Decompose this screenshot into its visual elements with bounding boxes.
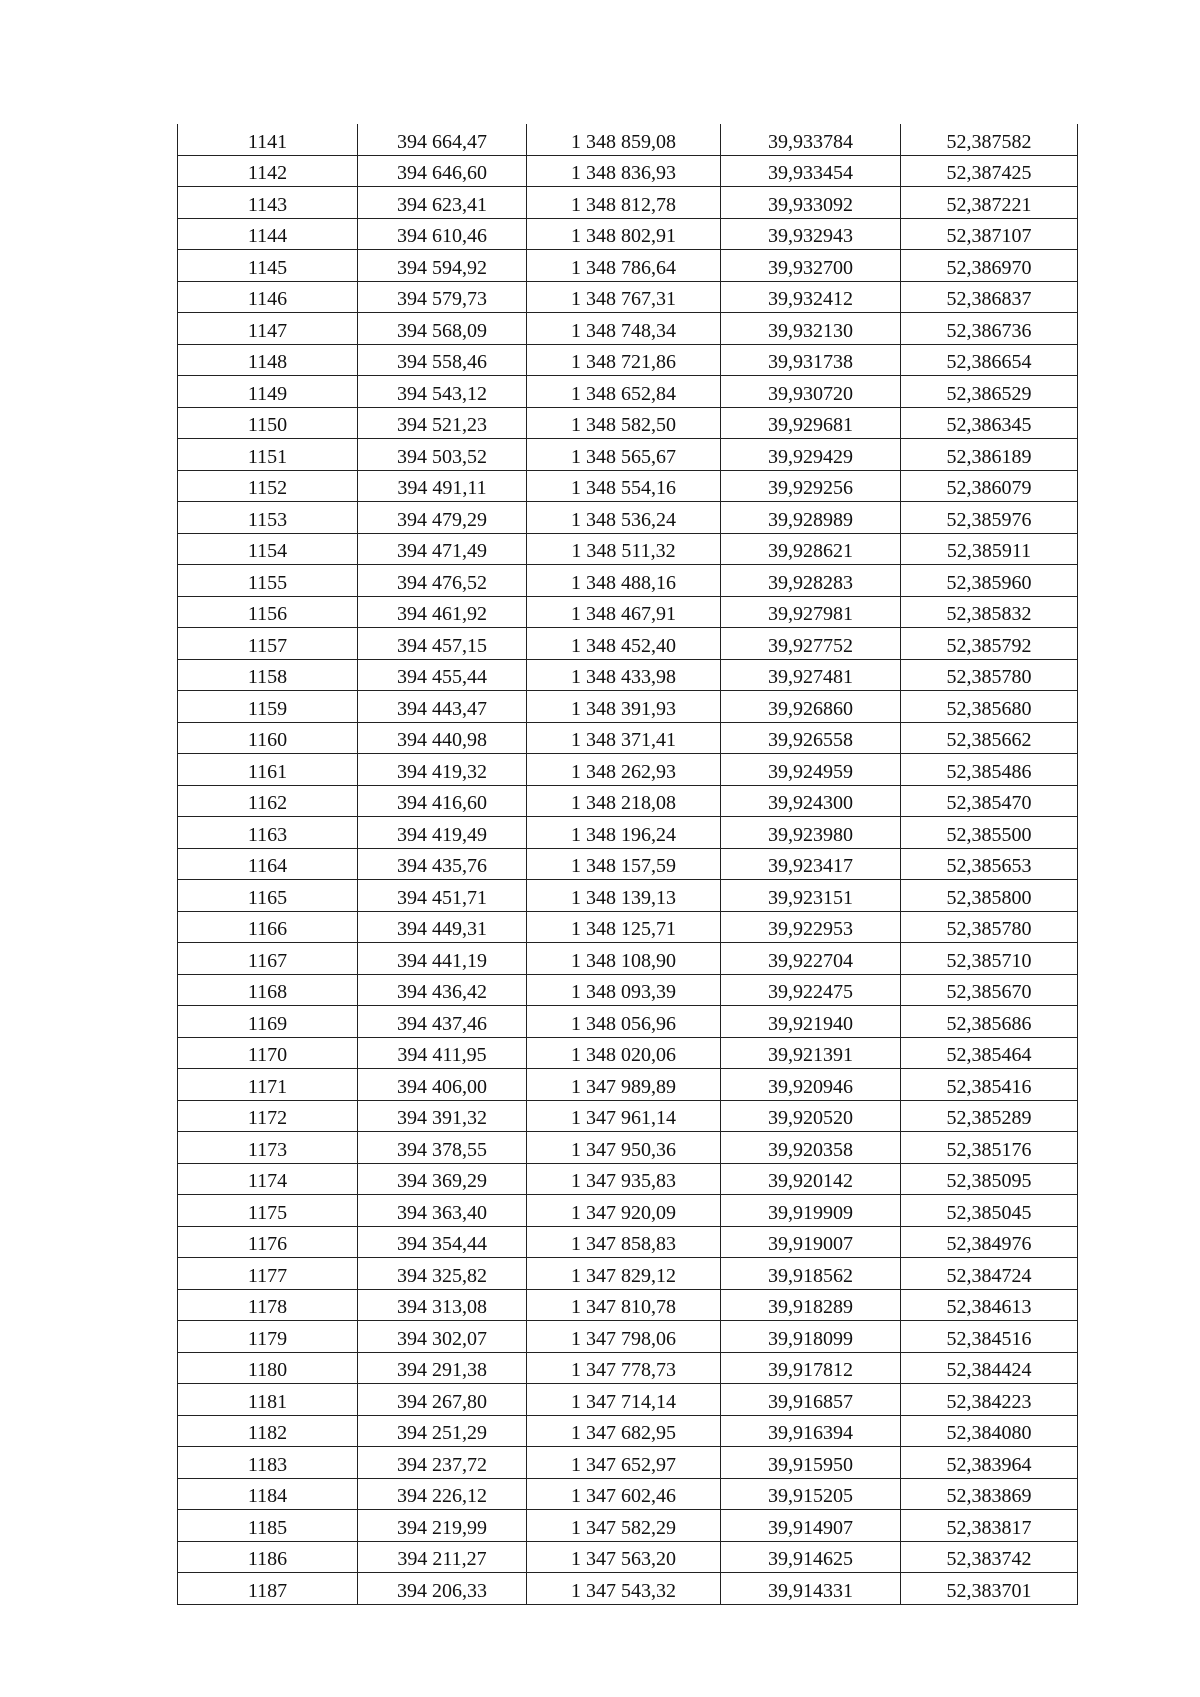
x-coordinate-cell: 394 354,44 bbox=[358, 1226, 527, 1258]
x-coordinate-cell: 394 369,29 bbox=[358, 1163, 527, 1195]
latitude-cell: 52,385470 bbox=[901, 785, 1078, 817]
longitude-cell: 39,923417 bbox=[721, 848, 901, 880]
y-coordinate-cell: 1 348 859,08 bbox=[527, 124, 721, 155]
y-coordinate-cell: 1 348 652,84 bbox=[527, 376, 721, 408]
point-number-cell: 1144 bbox=[178, 218, 358, 250]
y-coordinate-cell: 1 348 433,98 bbox=[527, 659, 721, 691]
table-row bbox=[178, 1037, 1078, 1069]
y-coordinate-cell: 1 347 714,14 bbox=[527, 1384, 721, 1416]
latitude-cell: 52,384724 bbox=[901, 1258, 1078, 1290]
x-coordinate-cell: 394 251,29 bbox=[358, 1415, 527, 1447]
longitude-cell: 39,929256 bbox=[721, 470, 901, 502]
longitude-cell: 39,914625 bbox=[721, 1541, 901, 1573]
point-number-cell: 1160 bbox=[178, 722, 358, 754]
latitude-cell: 52,383701 bbox=[901, 1573, 1078, 1605]
x-coordinate-cell: 394 226,12 bbox=[358, 1478, 527, 1510]
latitude-cell: 52,387107 bbox=[901, 218, 1078, 250]
y-coordinate-cell: 1 348 802,91 bbox=[527, 218, 721, 250]
table-row bbox=[178, 470, 1078, 502]
longitude-cell: 39,926860 bbox=[721, 691, 901, 723]
point-number-cell: 1146 bbox=[178, 281, 358, 313]
point-number-cell: 1174 bbox=[178, 1163, 358, 1195]
table-row bbox=[178, 1321, 1078, 1353]
table-row bbox=[178, 722, 1078, 754]
point-number-cell: 1148 bbox=[178, 344, 358, 376]
y-coordinate-cell: 1 347 989,89 bbox=[527, 1069, 721, 1101]
longitude-cell: 39,933454 bbox=[721, 155, 901, 187]
y-coordinate-cell: 1 348 812,78 bbox=[527, 187, 721, 219]
x-coordinate-cell: 394 491,11 bbox=[358, 470, 527, 502]
longitude-cell: 39,918289 bbox=[721, 1289, 901, 1321]
x-coordinate-cell: 394 211,27 bbox=[358, 1541, 527, 1573]
x-coordinate-cell: 394 471,49 bbox=[358, 533, 527, 565]
y-coordinate-cell: 1 347 950,36 bbox=[527, 1132, 721, 1164]
table-row bbox=[178, 1510, 1078, 1542]
x-coordinate-cell: 394 479,29 bbox=[358, 502, 527, 534]
y-coordinate-cell: 1 347 961,14 bbox=[527, 1100, 721, 1132]
latitude-cell: 52,385045 bbox=[901, 1195, 1078, 1227]
latitude-cell: 52,384976 bbox=[901, 1226, 1078, 1258]
latitude-cell: 52,384223 bbox=[901, 1384, 1078, 1416]
y-coordinate-cell: 1 347 935,83 bbox=[527, 1163, 721, 1195]
latitude-cell: 52,386079 bbox=[901, 470, 1078, 502]
latitude-cell: 52,384080 bbox=[901, 1415, 1078, 1447]
point-number-cell: 1173 bbox=[178, 1132, 358, 1164]
y-coordinate-cell: 1 347 602,46 bbox=[527, 1478, 721, 1510]
x-coordinate-cell: 394 435,76 bbox=[358, 848, 527, 880]
x-coordinate-cell: 394 302,07 bbox=[358, 1321, 527, 1353]
x-coordinate-cell: 394 449,31 bbox=[358, 911, 527, 943]
point-number-cell: 1156 bbox=[178, 596, 358, 628]
table-row bbox=[178, 1006, 1078, 1038]
point-number-cell: 1167 bbox=[178, 943, 358, 975]
x-coordinate-cell: 394 206,33 bbox=[358, 1573, 527, 1605]
point-number-cell: 1155 bbox=[178, 565, 358, 597]
table-row bbox=[178, 1352, 1078, 1384]
y-coordinate-cell: 1 348 139,13 bbox=[527, 880, 721, 912]
latitude-cell: 52,385686 bbox=[901, 1006, 1078, 1038]
coordinates-table-body bbox=[178, 124, 1078, 1604]
y-coordinate-cell: 1 347 858,83 bbox=[527, 1226, 721, 1258]
table-row bbox=[178, 911, 1078, 943]
x-coordinate-cell: 394 461,92 bbox=[358, 596, 527, 628]
table-row bbox=[178, 155, 1078, 187]
x-coordinate-cell: 394 391,32 bbox=[358, 1100, 527, 1132]
y-coordinate-cell: 1 347 543,32 bbox=[527, 1573, 721, 1605]
latitude-cell: 52,385653 bbox=[901, 848, 1078, 880]
point-number-cell: 1159 bbox=[178, 691, 358, 723]
table-row bbox=[178, 533, 1078, 565]
table-row bbox=[178, 628, 1078, 660]
y-coordinate-cell: 1 347 563,20 bbox=[527, 1541, 721, 1573]
y-coordinate-cell: 1 348 582,50 bbox=[527, 407, 721, 439]
x-coordinate-cell: 394 568,09 bbox=[358, 313, 527, 345]
point-number-cell: 1172 bbox=[178, 1100, 358, 1132]
longitude-cell: 39,923151 bbox=[721, 880, 901, 912]
table-row bbox=[178, 124, 1078, 155]
table-row bbox=[178, 250, 1078, 282]
y-coordinate-cell: 1 348 554,16 bbox=[527, 470, 721, 502]
point-number-cell: 1145 bbox=[178, 250, 358, 282]
table-row bbox=[178, 1573, 1078, 1605]
latitude-cell: 52,383742 bbox=[901, 1541, 1078, 1573]
y-coordinate-cell: 1 347 920,09 bbox=[527, 1195, 721, 1227]
longitude-cell: 39,926558 bbox=[721, 722, 901, 754]
latitude-cell: 52,383869 bbox=[901, 1478, 1078, 1510]
latitude-cell: 52,386970 bbox=[901, 250, 1078, 282]
point-number-cell: 1169 bbox=[178, 1006, 358, 1038]
point-number-cell: 1161 bbox=[178, 754, 358, 786]
latitude-cell: 52,384613 bbox=[901, 1289, 1078, 1321]
longitude-cell: 39,920358 bbox=[721, 1132, 901, 1164]
point-number-cell: 1162 bbox=[178, 785, 358, 817]
longitude-cell: 39,923980 bbox=[721, 817, 901, 849]
y-coordinate-cell: 1 347 798,06 bbox=[527, 1321, 721, 1353]
x-coordinate-cell: 394 594,92 bbox=[358, 250, 527, 282]
longitude-cell: 39,920142 bbox=[721, 1163, 901, 1195]
longitude-cell: 39,918099 bbox=[721, 1321, 901, 1353]
table-row bbox=[178, 565, 1078, 597]
longitude-cell: 39,927752 bbox=[721, 628, 901, 660]
longitude-cell: 39,920520 bbox=[721, 1100, 901, 1132]
point-number-cell: 1170 bbox=[178, 1037, 358, 1069]
x-coordinate-cell: 394 543,12 bbox=[358, 376, 527, 408]
y-coordinate-cell: 1 348 565,67 bbox=[527, 439, 721, 471]
longitude-cell: 39,922475 bbox=[721, 974, 901, 1006]
point-number-cell: 1184 bbox=[178, 1478, 358, 1510]
longitude-cell: 39,920946 bbox=[721, 1069, 901, 1101]
x-coordinate-cell: 394 436,42 bbox=[358, 974, 527, 1006]
point-number-cell: 1157 bbox=[178, 628, 358, 660]
longitude-cell: 39,919007 bbox=[721, 1226, 901, 1258]
table-row bbox=[178, 187, 1078, 219]
y-coordinate-cell: 1 348 125,71 bbox=[527, 911, 721, 943]
latitude-cell: 52,385792 bbox=[901, 628, 1078, 660]
point-number-cell: 1183 bbox=[178, 1447, 358, 1479]
x-coordinate-cell: 394 558,46 bbox=[358, 344, 527, 376]
table-row bbox=[178, 691, 1078, 723]
y-coordinate-cell: 1 348 262,93 bbox=[527, 754, 721, 786]
point-number-cell: 1181 bbox=[178, 1384, 358, 1416]
latitude-cell: 52,385670 bbox=[901, 974, 1078, 1006]
point-number-cell: 1177 bbox=[178, 1258, 358, 1290]
table-row bbox=[178, 502, 1078, 534]
table-row bbox=[178, 407, 1078, 439]
table-row bbox=[178, 1226, 1078, 1258]
longitude-cell: 39,922704 bbox=[721, 943, 901, 975]
table-row bbox=[178, 1415, 1078, 1447]
latitude-cell: 52,384424 bbox=[901, 1352, 1078, 1384]
x-coordinate-cell: 394 419,49 bbox=[358, 817, 527, 849]
table-row bbox=[178, 974, 1078, 1006]
x-coordinate-cell: 394 313,08 bbox=[358, 1289, 527, 1321]
y-coordinate-cell: 1 347 829,12 bbox=[527, 1258, 721, 1290]
longitude-cell: 39,929429 bbox=[721, 439, 901, 471]
latitude-cell: 52,385800 bbox=[901, 880, 1078, 912]
table-row bbox=[178, 1541, 1078, 1573]
x-coordinate-cell: 394 378,55 bbox=[358, 1132, 527, 1164]
point-number-cell: 1168 bbox=[178, 974, 358, 1006]
longitude-cell: 39,927981 bbox=[721, 596, 901, 628]
x-coordinate-cell: 394 455,44 bbox=[358, 659, 527, 691]
point-number-cell: 1180 bbox=[178, 1352, 358, 1384]
latitude-cell: 52,385486 bbox=[901, 754, 1078, 786]
table-row bbox=[178, 1258, 1078, 1290]
x-coordinate-cell: 394 406,00 bbox=[358, 1069, 527, 1101]
longitude-cell: 39,933092 bbox=[721, 187, 901, 219]
x-coordinate-cell: 394 291,38 bbox=[358, 1352, 527, 1384]
longitude-cell: 39,919909 bbox=[721, 1195, 901, 1227]
x-coordinate-cell: 394 476,52 bbox=[358, 565, 527, 597]
y-coordinate-cell: 1 348 371,41 bbox=[527, 722, 721, 754]
latitude-cell: 52,387425 bbox=[901, 155, 1078, 187]
longitude-cell: 39,930720 bbox=[721, 376, 901, 408]
longitude-cell: 39,932700 bbox=[721, 250, 901, 282]
latitude-cell: 52,385780 bbox=[901, 659, 1078, 691]
latitude-cell: 52,387221 bbox=[901, 187, 1078, 219]
longitude-cell: 39,932412 bbox=[721, 281, 901, 313]
latitude-cell: 52,385960 bbox=[901, 565, 1078, 597]
table-row bbox=[178, 281, 1078, 313]
table-row bbox=[178, 1447, 1078, 1479]
point-number-cell: 1178 bbox=[178, 1289, 358, 1321]
longitude-cell: 39,931738 bbox=[721, 344, 901, 376]
table-row bbox=[178, 1289, 1078, 1321]
x-coordinate-cell: 394 610,46 bbox=[358, 218, 527, 250]
longitude-cell: 39,929681 bbox=[721, 407, 901, 439]
table-row bbox=[178, 754, 1078, 786]
y-coordinate-cell: 1 348 786,64 bbox=[527, 250, 721, 282]
longitude-cell: 39,918562 bbox=[721, 1258, 901, 1290]
y-coordinate-cell: 1 348 196,24 bbox=[527, 817, 721, 849]
table-row bbox=[178, 313, 1078, 345]
y-coordinate-cell: 1 347 652,97 bbox=[527, 1447, 721, 1479]
longitude-cell: 39,916857 bbox=[721, 1384, 901, 1416]
latitude-cell: 52,385176 bbox=[901, 1132, 1078, 1164]
y-coordinate-cell: 1 347 778,73 bbox=[527, 1352, 721, 1384]
longitude-cell: 39,914907 bbox=[721, 1510, 901, 1542]
point-number-cell: 1175 bbox=[178, 1195, 358, 1227]
x-coordinate-cell: 394 267,80 bbox=[358, 1384, 527, 1416]
table-row bbox=[178, 376, 1078, 408]
x-coordinate-cell: 394 219,99 bbox=[358, 1510, 527, 1542]
x-coordinate-cell: 394 363,40 bbox=[358, 1195, 527, 1227]
table-row bbox=[178, 659, 1078, 691]
table-row bbox=[178, 596, 1078, 628]
point-number-cell: 1147 bbox=[178, 313, 358, 345]
longitude-cell: 39,914331 bbox=[721, 1573, 901, 1605]
latitude-cell: 52,385780 bbox=[901, 911, 1078, 943]
x-coordinate-cell: 394 419,32 bbox=[358, 754, 527, 786]
table-row bbox=[178, 785, 1078, 817]
x-coordinate-cell: 394 443,47 bbox=[358, 691, 527, 723]
y-coordinate-cell: 1 347 810,78 bbox=[527, 1289, 721, 1321]
x-coordinate-cell: 394 437,46 bbox=[358, 1006, 527, 1038]
latitude-cell: 52,385464 bbox=[901, 1037, 1078, 1069]
point-number-cell: 1150 bbox=[178, 407, 358, 439]
point-number-cell: 1166 bbox=[178, 911, 358, 943]
longitude-cell: 39,927481 bbox=[721, 659, 901, 691]
point-number-cell: 1182 bbox=[178, 1415, 358, 1447]
table-row bbox=[178, 943, 1078, 975]
x-coordinate-cell: 394 441,19 bbox=[358, 943, 527, 975]
table-row bbox=[178, 439, 1078, 471]
y-coordinate-cell: 1 348 767,31 bbox=[527, 281, 721, 313]
table-row bbox=[178, 1478, 1078, 1510]
point-number-cell: 1165 bbox=[178, 880, 358, 912]
longitude-cell: 39,933784 bbox=[721, 124, 901, 155]
y-coordinate-cell: 1 348 467,91 bbox=[527, 596, 721, 628]
latitude-cell: 52,386189 bbox=[901, 439, 1078, 471]
longitude-cell: 39,915950 bbox=[721, 1447, 901, 1479]
latitude-cell: 52,386736 bbox=[901, 313, 1078, 345]
x-coordinate-cell: 394 521,23 bbox=[358, 407, 527, 439]
x-coordinate-cell: 394 237,72 bbox=[358, 1447, 527, 1479]
coordinates-table bbox=[177, 124, 1078, 1605]
point-number-cell: 1186 bbox=[178, 1541, 358, 1573]
longitude-cell: 39,921940 bbox=[721, 1006, 901, 1038]
point-number-cell: 1153 bbox=[178, 502, 358, 534]
x-coordinate-cell: 394 416,60 bbox=[358, 785, 527, 817]
longitude-cell: 39,924959 bbox=[721, 754, 901, 786]
longitude-cell: 39,922953 bbox=[721, 911, 901, 943]
longitude-cell: 39,916394 bbox=[721, 1415, 901, 1447]
table-row bbox=[178, 1163, 1078, 1195]
longitude-cell: 39,932943 bbox=[721, 218, 901, 250]
y-coordinate-cell: 1 348 536,24 bbox=[527, 502, 721, 534]
longitude-cell: 39,928621 bbox=[721, 533, 901, 565]
point-number-cell: 1158 bbox=[178, 659, 358, 691]
x-coordinate-cell: 394 451,71 bbox=[358, 880, 527, 912]
y-coordinate-cell: 1 348 108,90 bbox=[527, 943, 721, 975]
x-coordinate-cell: 394 623,41 bbox=[358, 187, 527, 219]
longitude-cell: 39,921391 bbox=[721, 1037, 901, 1069]
point-number-cell: 1185 bbox=[178, 1510, 358, 1542]
latitude-cell: 52,385095 bbox=[901, 1163, 1078, 1195]
x-coordinate-cell: 394 440,98 bbox=[358, 722, 527, 754]
latitude-cell: 52,383964 bbox=[901, 1447, 1078, 1479]
y-coordinate-cell: 1 348 488,16 bbox=[527, 565, 721, 597]
latitude-cell: 52,385680 bbox=[901, 691, 1078, 723]
point-number-cell: 1142 bbox=[178, 155, 358, 187]
x-coordinate-cell: 394 411,95 bbox=[358, 1037, 527, 1069]
table-row bbox=[178, 1100, 1078, 1132]
latitude-cell: 52,385911 bbox=[901, 533, 1078, 565]
x-coordinate-cell: 394 646,60 bbox=[358, 155, 527, 187]
table-row bbox=[178, 344, 1078, 376]
y-coordinate-cell: 1 348 056,96 bbox=[527, 1006, 721, 1038]
x-coordinate-cell: 394 457,15 bbox=[358, 628, 527, 660]
longitude-cell: 39,924300 bbox=[721, 785, 901, 817]
y-coordinate-cell: 1 348 093,39 bbox=[527, 974, 721, 1006]
table-row bbox=[178, 218, 1078, 250]
latitude-cell: 52,385832 bbox=[901, 596, 1078, 628]
point-number-cell: 1176 bbox=[178, 1226, 358, 1258]
y-coordinate-cell: 1 347 682,95 bbox=[527, 1415, 721, 1447]
point-number-cell: 1149 bbox=[178, 376, 358, 408]
table-row bbox=[178, 1069, 1078, 1101]
latitude-cell: 52,385500 bbox=[901, 817, 1078, 849]
latitude-cell: 52,385416 bbox=[901, 1069, 1078, 1101]
x-coordinate-cell: 394 579,73 bbox=[358, 281, 527, 313]
latitude-cell: 52,386654 bbox=[901, 344, 1078, 376]
point-number-cell: 1164 bbox=[178, 848, 358, 880]
point-number-cell: 1154 bbox=[178, 533, 358, 565]
latitude-cell: 52,385710 bbox=[901, 943, 1078, 975]
point-number-cell: 1163 bbox=[178, 817, 358, 849]
y-coordinate-cell: 1 348 020,06 bbox=[527, 1037, 721, 1069]
latitude-cell: 52,385289 bbox=[901, 1100, 1078, 1132]
x-coordinate-cell: 394 503,52 bbox=[358, 439, 527, 471]
table-row bbox=[178, 848, 1078, 880]
point-number-cell: 1187 bbox=[178, 1573, 358, 1605]
point-number-cell: 1141 bbox=[178, 124, 358, 155]
table-row bbox=[178, 880, 1078, 912]
y-coordinate-cell: 1 348 836,93 bbox=[527, 155, 721, 187]
point-number-cell: 1143 bbox=[178, 187, 358, 219]
longitude-cell: 39,915205 bbox=[721, 1478, 901, 1510]
latitude-cell: 52,385662 bbox=[901, 722, 1078, 754]
y-coordinate-cell: 1 348 452,40 bbox=[527, 628, 721, 660]
x-coordinate-cell: 394 325,82 bbox=[358, 1258, 527, 1290]
point-number-cell: 1152 bbox=[178, 470, 358, 502]
latitude-cell: 52,387582 bbox=[901, 124, 1078, 155]
y-coordinate-cell: 1 348 157,59 bbox=[527, 848, 721, 880]
table-row bbox=[178, 1195, 1078, 1227]
y-coordinate-cell: 1 347 582,29 bbox=[527, 1510, 721, 1542]
point-number-cell: 1151 bbox=[178, 439, 358, 471]
x-coordinate-cell: 394 664,47 bbox=[358, 124, 527, 155]
point-number-cell: 1179 bbox=[178, 1321, 358, 1353]
table-row bbox=[178, 1384, 1078, 1416]
latitude-cell: 52,383817 bbox=[901, 1510, 1078, 1542]
latitude-cell: 52,386345 bbox=[901, 407, 1078, 439]
y-coordinate-cell: 1 348 748,34 bbox=[527, 313, 721, 345]
latitude-cell: 52,386837 bbox=[901, 281, 1078, 313]
table-row bbox=[178, 817, 1078, 849]
latitude-cell: 52,386529 bbox=[901, 376, 1078, 408]
y-coordinate-cell: 1 348 721,86 bbox=[527, 344, 721, 376]
y-coordinate-cell: 1 348 511,32 bbox=[527, 533, 721, 565]
latitude-cell: 52,384516 bbox=[901, 1321, 1078, 1353]
y-coordinate-cell: 1 348 391,93 bbox=[527, 691, 721, 723]
longitude-cell: 39,928283 bbox=[721, 565, 901, 597]
longitude-cell: 39,917812 bbox=[721, 1352, 901, 1384]
y-coordinate-cell: 1 348 218,08 bbox=[527, 785, 721, 817]
table-row bbox=[178, 1132, 1078, 1164]
point-number-cell: 1171 bbox=[178, 1069, 358, 1101]
latitude-cell: 52,385976 bbox=[901, 502, 1078, 534]
longitude-cell: 39,928989 bbox=[721, 502, 901, 534]
longitude-cell: 39,932130 bbox=[721, 313, 901, 345]
